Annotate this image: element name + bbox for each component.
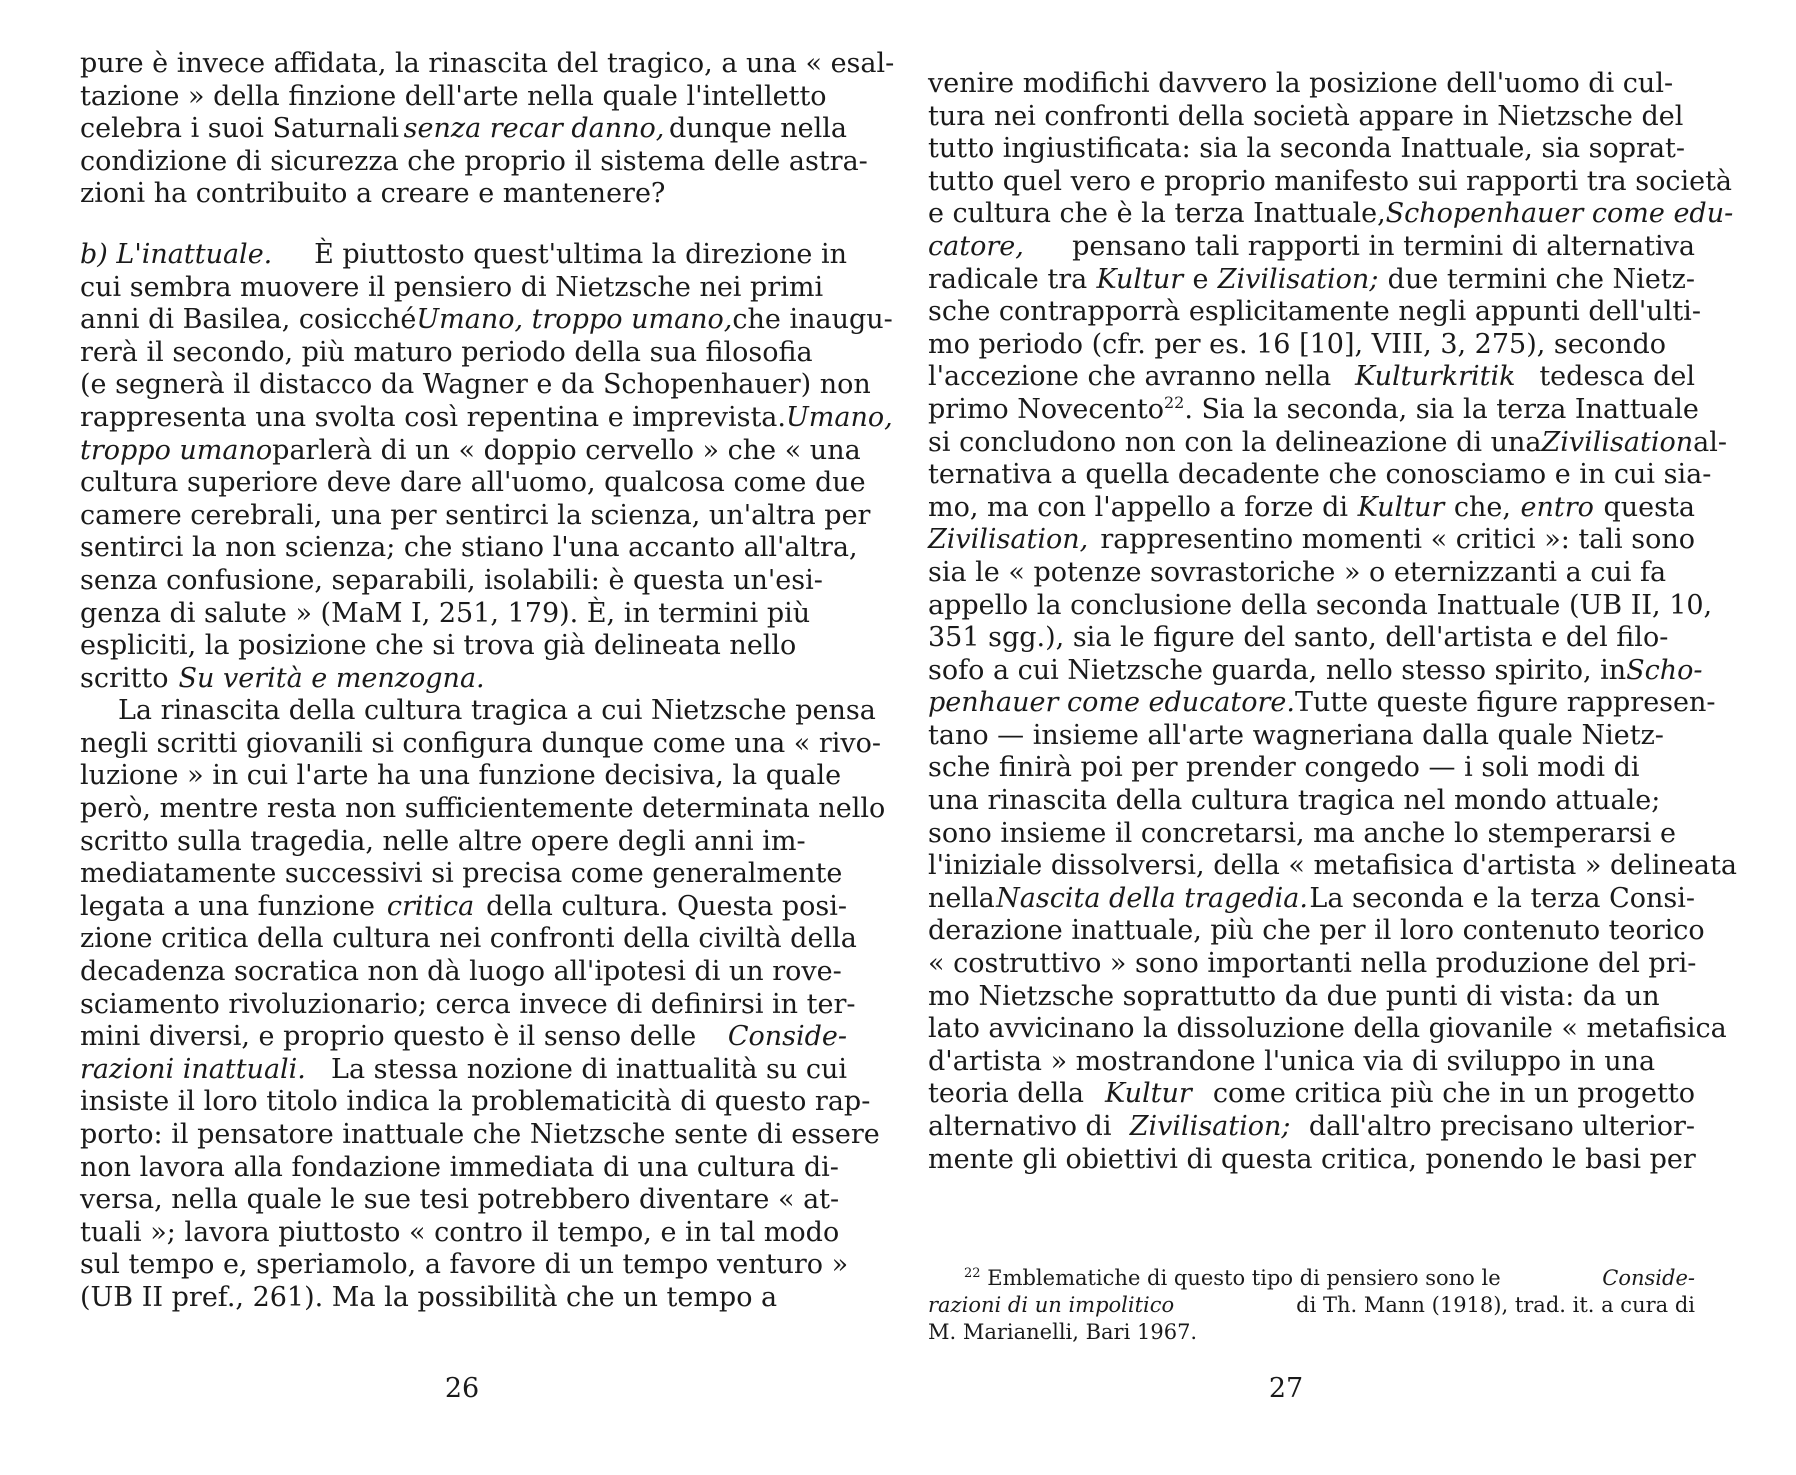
- text-line: si concludono non con la delineazione di una Zivilisation al-: [928, 426, 1727, 458]
- left-page: [80, 48, 895, 1315]
- text-line: nella Nascita della tragedia. La seconda e la terza Consi-: [928, 882, 1695, 914]
- text-line: (e segnerà il distacco da Wagner e da Schopenhauer) non: [80, 369, 871, 401]
- text-line: celebra i suoi Saturnali senza recar danno, dunque nella: [80, 113, 847, 145]
- footnote-marker: 22: [1163, 392, 1185, 412]
- text-line: mo, ma con l'appello a forze di Kultur che, entro questa: [928, 491, 1695, 523]
- text-line: d'artista » mostrandone l'unica via di sviluppo in una: [928, 1045, 1656, 1077]
- text-line: troppo umano parlerà di un « doppio cervello » che « una: [80, 434, 861, 466]
- footnote-line: $^{22}$ Emblematiche di questo tipo di pensiero sono le Conside-: [964, 1266, 1695, 1290]
- text-line: « costruttivo » sono importanti nella produzione del pri-: [928, 948, 1697, 980]
- text-line: mediatamente successivi si precisa come generalmente: [80, 858, 843, 890]
- text-line: l'accezione che avranno nella Kulturkritik tedesca del: [928, 361, 1695, 393]
- text-line: però, mentre resta non sufficientemente determinata nello: [80, 793, 886, 825]
- text-line: non lavora alla fondazione immediata di una cultura di-: [80, 1151, 839, 1183]
- text-line: sul tempo e, speriamolo, a favore di un tempo venturo »: [80, 1249, 849, 1281]
- text-line: luzione » in cui l'arte ha una funzione decisiva, la quale: [80, 760, 842, 792]
- footnote: [928, 1265, 1695, 1346]
- section-heading-line: b) L'inattuale. È piuttosto quest'ultima la direzione in: [80, 238, 847, 270]
- text-line: rerà il secondo, più maturo periodo della sua filosofia: [80, 336, 813, 368]
- text-line: tazione » della finzione dell'arte nella quale l'intelletto: [80, 80, 827, 112]
- text-line: porto: il pensatore inattuale che Nietzsche sente di essere: [80, 1119, 880, 1150]
- text-line: genza di salute » (MaM I, 251, 179). È, in termini più: [80, 597, 811, 629]
- text-line: alternativo di Zivilisation; dall'altro precisano ulterior-: [928, 1111, 1695, 1142]
- text-line: e cultura che è la terza Inattuale, Schopenhauer come edu-: [928, 198, 1734, 230]
- text-line: camere cerebrali, una per sentirci la scienza, un'altra per: [80, 499, 871, 531]
- footnote-line: M. Marianelli, Bari 1967.: [928, 1320, 1198, 1344]
- text-line: (UB II pref., 261). Ma la possibilità che un tempo a: [80, 1281, 778, 1313]
- text-line: ternativa a quella decadente che conosciamo e in cui sia-: [928, 459, 1712, 491]
- text-line: venire modifichi davvero la posizione dell'uomo di cul-: [928, 68, 1674, 99]
- text-line: razioni inattuali. La stessa nozione di inattualità su cui: [80, 1053, 847, 1085]
- text-line: tuali »; lavora piuttosto « contro il tempo, e in tal modo: [80, 1216, 840, 1248]
- text-line: penhauer come educatore. Tutte queste figure rappresen-: [928, 687, 1716, 719]
- text-line: sciamento rivoluzionario; cerca invece di definirsi in ter-: [80, 988, 856, 1020]
- text-line: sono insieme il concretarsi, ma anche lo stemperarsi e: [928, 817, 1676, 849]
- text-line: sofo a cui Nietzsche guarda, nello stesso spirito, in Scho-: [928, 654, 1703, 686]
- text-line: rappresenta una svolta così repentina e imprevista. Umano,: [80, 401, 893, 433]
- text-line: una rinascita della cultura tragica nel mondo attuale;: [928, 785, 1661, 817]
- text-line: primo Novecento$^{22}$ . Sia la seconda, sia la terza Inattuale: [928, 392, 1699, 425]
- text-line: Zivilisation, rappresentino momenti « critici »: tali sono: [928, 524, 1695, 556]
- text-line: tano — insieme all'arte wagneriana dalla quale Nietz-: [928, 719, 1664, 751]
- text-line: sentirci la non scienza; che stiano l'una accanto all'altra,: [80, 532, 858, 564]
- text-line: versa, nella quale le sue tesi potrebbero diventare « at-: [80, 1184, 840, 1216]
- text-line: scritto sulla tragedia, nelle altre opere degli anni im-: [80, 825, 806, 857]
- text-line: catore, pensano tali rapporti in termini di alternativa: [928, 230, 1695, 262]
- text-line: espliciti, la posizione che si trova già delineata nello: [80, 630, 797, 662]
- text-line: sia le « potenze sovrastoriche » o eternizzanti a cui fa: [928, 556, 1667, 588]
- text-line: cui sembra muovere il pensiero di Nietzsche nei primi: [80, 271, 824, 303]
- text-line: mo periodo (cfr. per es. 16 [10], VIII, 3, 275), secondo: [928, 328, 1667, 360]
- text-line: sche finirà poi per prender congedo — i soli modi di: [928, 752, 1640, 784]
- text-line: decadenza socratica non dà luogo all'ipotesi di un rove-: [80, 956, 842, 988]
- text-line: pure è invece affidata, la rinascita del tragico, a una « esal-: [80, 48, 895, 79]
- page-number-left: 26: [444, 1373, 480, 1404]
- footnote-number: 22: [964, 1266, 981, 1281]
- page-number-right: 27: [1268, 1373, 1304, 1404]
- text-line: senza confusione, separabili, isolabili: è questa un'esi-: [80, 564, 823, 596]
- text-line: tura nei confronti della società appare in Nietzsche del: [928, 100, 1684, 132]
- text-line: mo Nietzsche soprattutto da due punti di vista: da un: [928, 980, 1660, 1012]
- text-line: lato avvicinano la dissoluzione della giovanile « metafisica: [928, 1013, 1727, 1045]
- text-line: zione critica della cultura nei confronti della civiltà della: [80, 923, 857, 955]
- text-line: scritto Su verità e menzogna.: [80, 662, 485, 694]
- text-line: radicale tra Kultur e Zivilisation; due termini che Nietz-: [928, 263, 1695, 295]
- text-line: sche contrapporrà esplicitamente negli appunti dell'ulti-: [928, 296, 1701, 328]
- text-line: derazione inattuale, più che per il loro contenuto teorico: [928, 915, 1705, 947]
- text-line: cultura superiore deve dare all'uomo, qualcosa come due: [80, 467, 866, 499]
- text-line: mente gli obiettivi di questa critica, ponendo le basi per: [928, 1143, 1696, 1175]
- text-line: tutto ingiustificata: sia la seconda Inattuale, sia soprat-: [928, 133, 1686, 165]
- text-line: appello la conclusione della seconda Inattuale (UB II, 10,: [928, 589, 1713, 621]
- text-line: anni di Basilea, cosicché Umano, troppo umano, che inaugu-: [80, 304, 893, 336]
- text-line: negli scritti giovanili si configura dunque come una « rivo-: [80, 727, 882, 759]
- right-page: [928, 68, 1737, 1176]
- section-heading: b) L'inattuale.: [80, 238, 273, 270]
- text-line: legata a una funzione critica della cultura. Questa posi-: [80, 890, 847, 922]
- text-line: l'iniziale dissolversi, della « metafisica d'artista » delineata: [928, 850, 1737, 882]
- text-line: teoria della Kultur come critica più che in un progetto: [928, 1078, 1695, 1110]
- text-line: La rinascita della cultura tragica a cui Nietzsche pensa: [118, 695, 876, 727]
- footnote-line: razioni di un impolitico di Th. Mann (1918), trad. it. a cura di: [928, 1293, 1695, 1317]
- text-line: condizione di sicurezza che proprio il sistema delle astra-: [80, 145, 868, 177]
- text-line: zioni ha contribuito a creare e mantenere?: [80, 178, 666, 210]
- text-line: tutto quel vero e proprio manifesto sui rapporti tra società: [928, 165, 1733, 197]
- text-line: insiste il loro titolo indica la problematicità di questo rap-: [80, 1086, 871, 1118]
- text-line: 351 sgg.), sia le figure del santo, dell'artista e del filo-: [928, 622, 1669, 654]
- text-line: mini diversi, e proprio questo è il senso delle Conside-: [80, 1021, 847, 1053]
